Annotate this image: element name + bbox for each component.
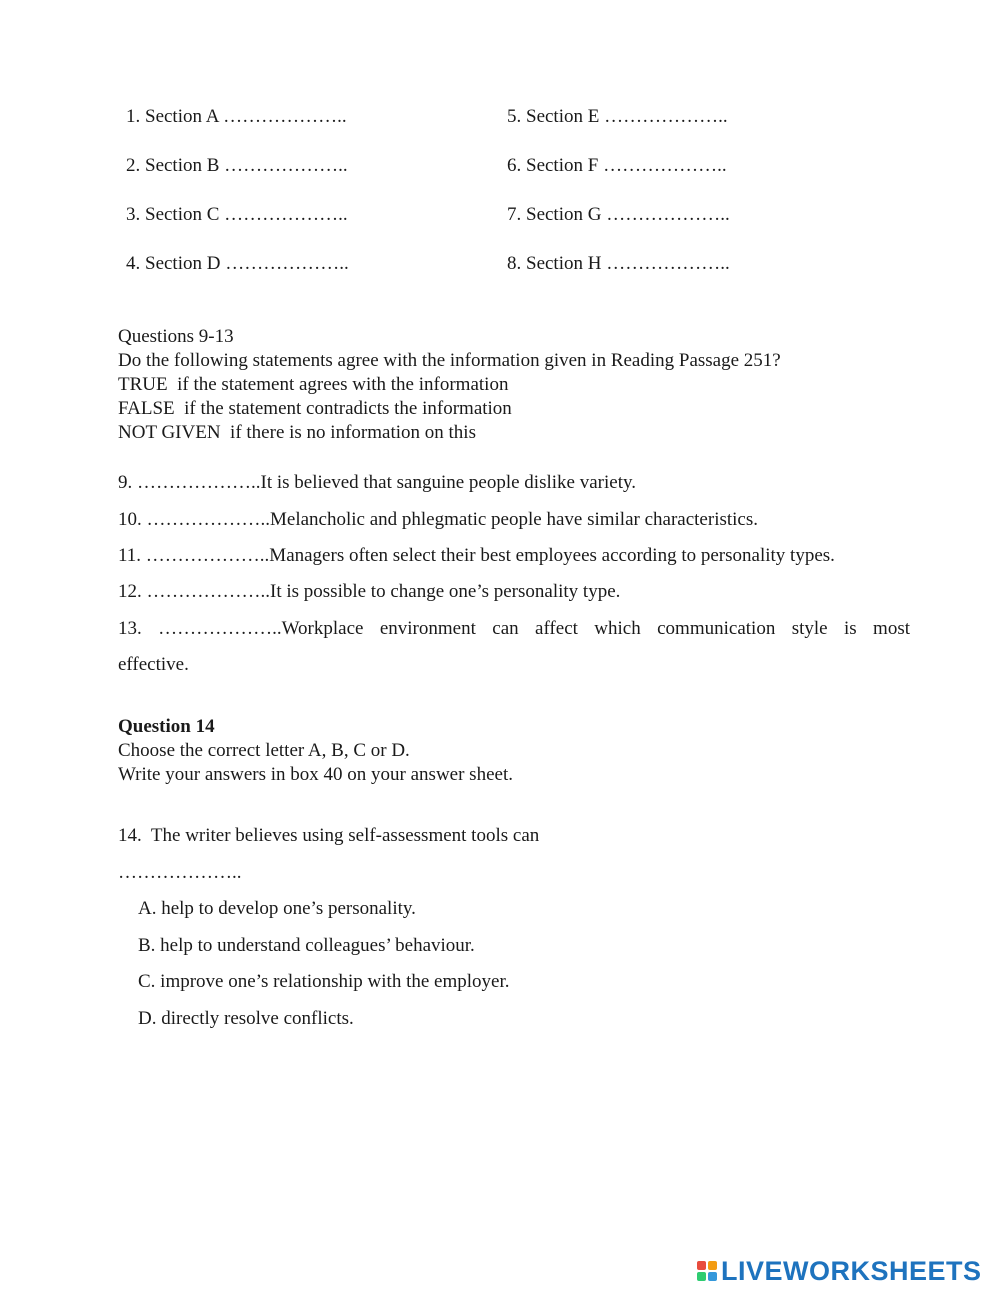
answer-blank-10[interactable]: ……………….. [146, 509, 270, 530]
answer-blank-8[interactable]: ……………….. [606, 253, 730, 274]
logo-block-4 [708, 1272, 717, 1281]
mcq-stem: 14. The writer believes using self-assessment tools can [118, 825, 540, 846]
mcq-instructions [118, 715, 513, 787]
answer-blank-4[interactable]: ……………….. [225, 253, 349, 274]
answer-blank-11[interactable]: ……………….. [145, 545, 270, 566]
answer-blank-7[interactable]: ……………….. [606, 204, 730, 225]
statement-13: 13. ………………..Workplace environment can affect which communication style is most [118, 618, 910, 639]
answer-blank-12[interactable]: ……………….. [146, 581, 270, 602]
answer-blank-1[interactable]: ……………….. [223, 106, 347, 127]
answer-blank-3[interactable]: ……………….. [224, 204, 348, 225]
mcq-instruction-2: Write your answers in box 40 on your answer sheet. [118, 764, 513, 785]
tfng-true-line: TRUE if the statement agrees with the information [118, 374, 509, 395]
logo-block-3 [697, 1272, 706, 1281]
statement-11: 11. ………………..Managers often select their best employees according to personality types. [118, 545, 835, 566]
mcq-instruction-1: Choose the correct letter A, B, C or D. [118, 740, 410, 761]
answer-blank-14[interactable]: ……………….. [118, 862, 242, 883]
option-b[interactable]: B. help to understand colleagues’ behaviour. [138, 935, 475, 956]
match-item-6: 6. Section F ……………….. [507, 155, 727, 176]
answer-blank-6[interactable]: ……………….. [603, 155, 727, 176]
match-item-8: 8. Section H ……………….. [507, 253, 730, 274]
statement-12: 12. ………………..It is possible to change one’s personality type. [118, 581, 621, 602]
match-item-7: 7. Section G ……………….. [507, 204, 730, 225]
match-item-3: 3. Section C ……………….. [126, 204, 348, 225]
tfng-instruction: Do the following statements agree with the information given in Reading Passage 251? [118, 350, 781, 371]
logo-block-2 [708, 1261, 717, 1270]
tfng-instructions [118, 325, 781, 445]
tfng-false-line: FALSE if the statement contradicts the information [118, 398, 512, 419]
liveworksheets-logo [697, 1255, 982, 1286]
logo-blocks-icon [697, 1261, 717, 1281]
answer-blank-9[interactable]: ……………….. [137, 472, 261, 493]
mcq-heading: Question 14 [118, 716, 215, 737]
answer-blank-13[interactable]: ……………….. [158, 618, 282, 639]
logo-text: LIVEWORKSHEETS [721, 1255, 982, 1286]
option-d[interactable]: D. directly resolve conflicts. [138, 1008, 354, 1029]
answer-blank-5[interactable]: ……………….. [604, 106, 728, 127]
option-c[interactable]: C. improve one’s relationship with the employer. [138, 971, 510, 992]
statement-10: 10. ………………..Melancholic and phlegmatic people have similar characteristics. [118, 509, 758, 530]
tfng-ng-line: NOT GIVEN if there is no information on this [118, 422, 476, 443]
logo-block-1 [697, 1261, 706, 1270]
match-item-2: 2. Section B ……………….. [126, 155, 348, 176]
answer-blank-2[interactable]: ……………….. [224, 155, 348, 176]
match-item-1: 1. Section A ……………….. [126, 106, 347, 127]
match-item-4: 4. Section D ……………….. [126, 253, 349, 274]
option-a[interactable]: A. help to develop one’s personality. [138, 898, 416, 919]
statement-9: 9. ………………..It is believed that sanguine people dislike variety. [118, 472, 636, 493]
match-item-5: 5. Section E ……………….. [507, 106, 728, 127]
statement-13-continuation: effective. [118, 654, 189, 675]
tfng-heading: Questions 9-13 [118, 326, 234, 347]
